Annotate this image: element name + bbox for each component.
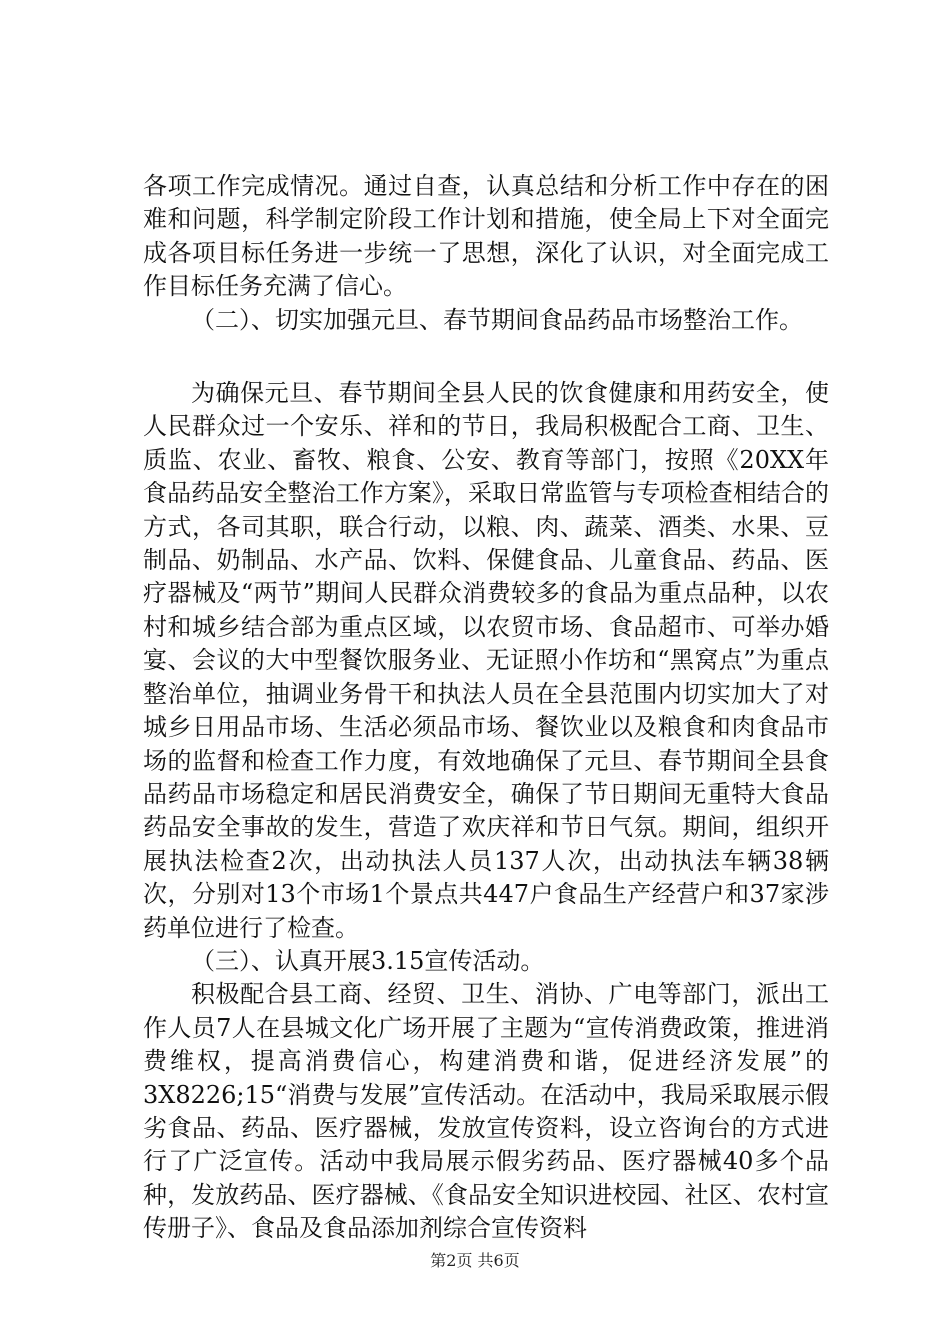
paragraph-gap — [143, 337, 829, 377]
paragraph-315-campaign: 积极配合县工商、经贸、卫生、消协、广电等部门，派出工作人员7人在县城文化广场开展了主题为“宣传消费政策，推进消费维权，提高消费信心，构建消费和谐，促进经济发展”的3X8226;15“消费与发展”宣传活动。在活动中，我局采取展示假劣食品、药品、医疗器械，发放宣传资料，设立咨询台的方式进行了广泛宣传。活动中我局展示假劣药品、医疗器械40多个品种，发放药品、医疗器械、《食品安全知识进校园、社区、农村宣传册子》、食品及食品添加剂综合宣传资料 — [143, 980, 829, 1243]
section-heading-2: （二）、切实加强元旦、春节期间食品药品市场整治工作。 — [191, 305, 803, 334]
section-heading-3: （三）、认真开展3.15宣传活动。 — [191, 946, 545, 975]
page-number-footer: 第2页 共6页 — [430, 1251, 520, 1270]
document-body — [143, 170, 829, 1246]
paragraph-holiday-rectification: 为确保元旦、春节期间全县人民的饮食健康和用药安全，使人民群众过一个安乐、祥和的节日，我局积极配合工商、卫生、质监、农业、畜牧、粮食、公安、教育等部门，按照《20XX年食品药品安全整治工作方案》，采取日常监管与专项检查相结合的方式，各司其职，联合行动，以粮、肉、蔬菜、酒类、水果、豆制品、奶制品、水产品、饮料、保健食品、儿童食品、药品、医疗器械及“两节”期间人民群众消费较多的食品为重点品种，以农村和城乡结合部为重点区域，以农贸市场、食品超市、可举办婚宴、会议的大中型餐饮服务业、无证照小作坊和“黑窝点”为重点整治单位，抽调业务骨干和执法人员在全县范围内切实加大了对城乡日用品市场、生活必须品市场、餐饮业以及粮食和肉食品市场的监督和检查工作力度，有效地确保了元旦、春节期间全县食品药品市场稳定和居民消费安全，确保了节日期间无重特大食品药品安全事故的发生，营造了欢庆祥和节日气氛。期间，组织开展执法检查2次，出动执法人员137人次，出动执法车辆38辆次，分别对13个市场1个景点共447户食品生产经营户和37家涉药单位进行了检查。 — [143, 379, 829, 942]
paragraph-work-summary: 各项工作完成情况。通过自查，认真总结和分析工作中存在的困难和问题，科学制定阶段工作计划和措施，使全局上下对全面完成各项目标任务进一步统一了思想，深化了认识，对全面完成工作目标任务充满了信心。 — [143, 172, 829, 301]
